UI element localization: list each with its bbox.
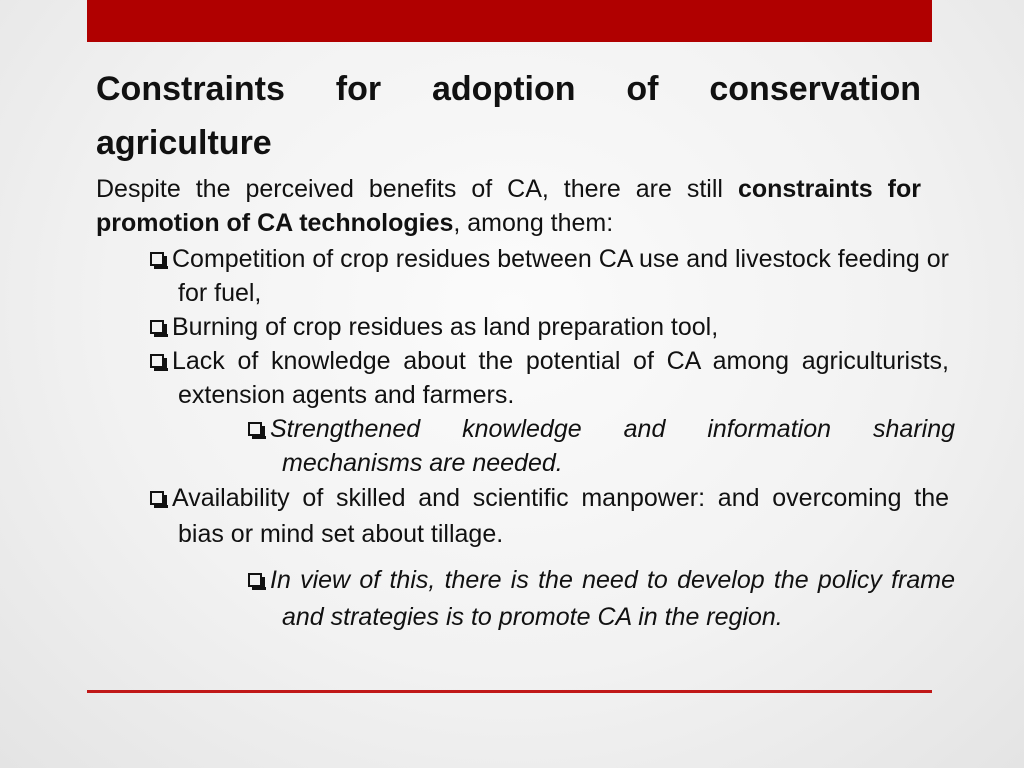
- sub-bullet-item: [248, 412, 955, 480]
- bullet-item: [150, 344, 949, 412]
- checkbox-bullet-icon: [248, 422, 262, 436]
- checkbox-bullet-icon: [150, 252, 164, 266]
- slide-title: Constraints for adoption of conservation agriculture: [96, 70, 921, 162]
- sub-bullet-item: [248, 562, 955, 636]
- bottom-divider: [87, 690, 932, 693]
- intro-text-before: Despite the perceived benefits of CA, there are still: [96, 175, 738, 203]
- sub-bullet-text: Strengthened knowledge and information sharing mechanisms are needed.: [270, 415, 955, 477]
- intro-paragraph: [96, 172, 921, 240]
- intro-text-after: , among them:: [453, 209, 614, 237]
- sub-bullet-text: In view of this, there is the need to develop the policy frame and strategies is to promote CA in the region.: [270, 566, 955, 631]
- checkbox-bullet-icon: [150, 320, 164, 334]
- bullet-item: [150, 480, 949, 552]
- checkbox-bullet-icon: [150, 354, 164, 368]
- intro-bold-text: constraints for promotion of CA technologies: [96, 175, 921, 237]
- bullet-text: Competition of crop residues between CA use and livestock feeding or for fuel,: [172, 245, 949, 307]
- bullet-text: Burning of crop residues as land preparation tool,: [172, 313, 719, 341]
- bullet-text: Lack of knowledge about the potential of CA among agriculturists, extension agents and farmers.: [172, 347, 949, 409]
- checkbox-bullet-icon: [248, 573, 262, 587]
- bullet-item: [150, 242, 949, 310]
- bullet-text: Availability of skilled and scientific manpower: and overcoming the bias or mind set about tillage.: [172, 484, 949, 548]
- checkbox-bullet-icon: [150, 491, 164, 505]
- top-accent-bar: [87, 0, 932, 42]
- bullet-item: [150, 310, 949, 344]
